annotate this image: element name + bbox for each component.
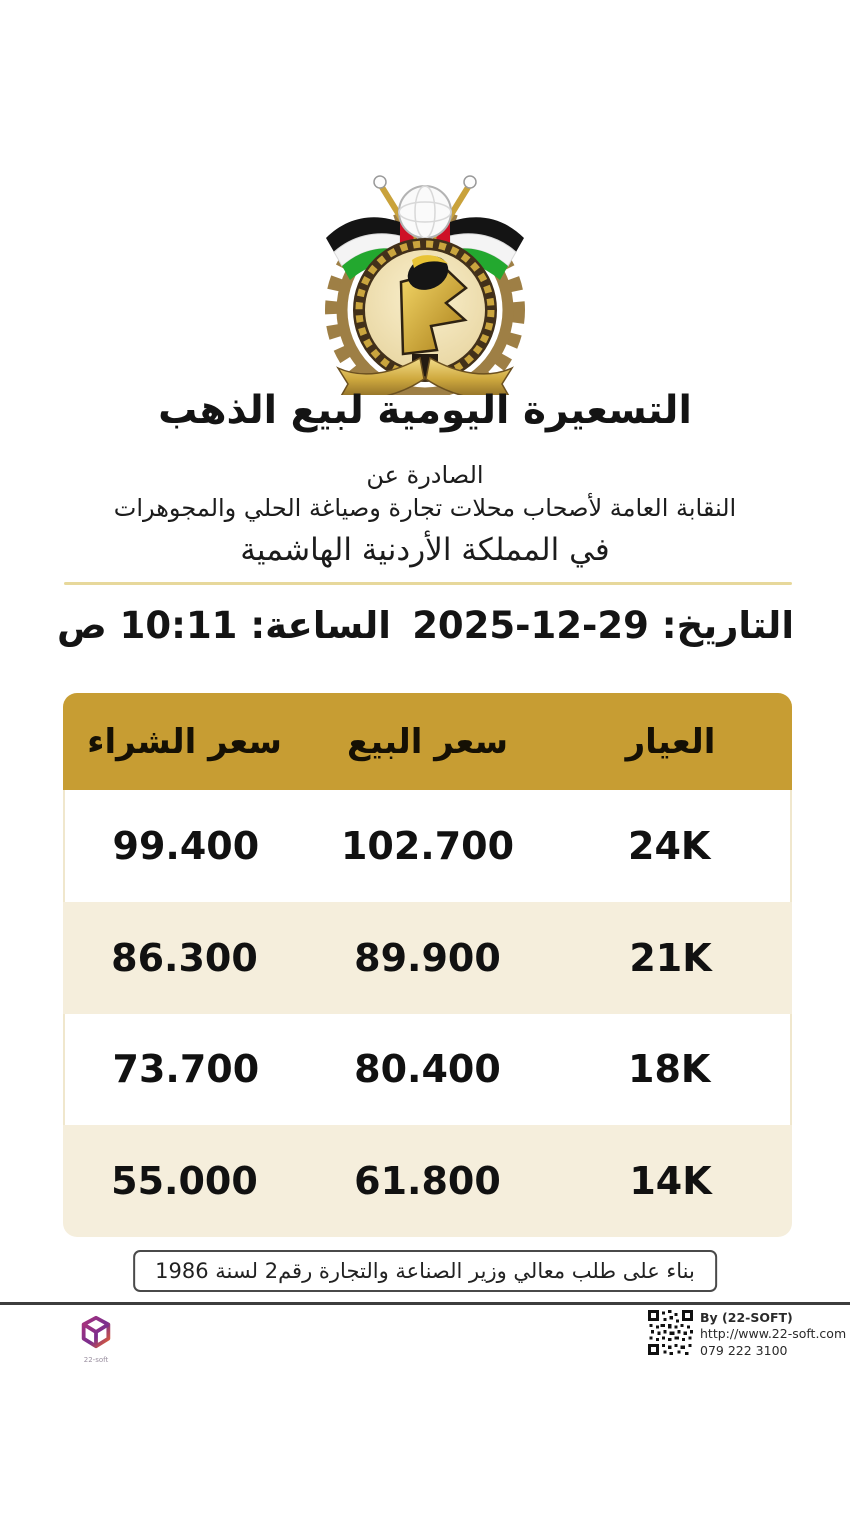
credit-url: http://www.22-soft.com (700, 1326, 847, 1342)
karat-value: 21K (629, 935, 712, 980)
page-title: التسعيرة اليومية لبيع الذهب (158, 388, 692, 433)
karat-value: 14K (629, 1159, 712, 1204)
pearl-globe-icon (399, 186, 451, 238)
country-line: في المملكة الأردنية الهاشمية (240, 532, 610, 568)
table-header-row (63, 693, 792, 790)
buy-price-value: 86.300 (111, 935, 258, 980)
column-header-karat: العيار (625, 721, 716, 762)
sell-price-value: 61.800 (354, 1159, 501, 1204)
sell-price-value: 89.900 (354, 935, 501, 980)
buy-price-value: 99.400 (112, 823, 260, 868)
gold-price-table (63, 693, 792, 1237)
time-value: الساعة: 10:11 ص (57, 604, 391, 647)
buy-price-value: 55.000 (111, 1159, 258, 1204)
column-header-buy-price: سعر الشراء (87, 721, 282, 762)
organization-line: النقابة العامة لأصحاب محلات تجارة وصياغة الحلي والمجوهرات (113, 494, 737, 522)
karat-value: 24K (628, 823, 711, 868)
date-value: التاريخ: 29-12-2025 (412, 604, 794, 647)
credit-text (700, 1310, 846, 1359)
soft-brand-block (66, 1313, 126, 1364)
table-row (63, 902, 792, 1014)
credit-phone: 079 222 3100 (700, 1342, 788, 1358)
credit-by: By (22-SOFT) (700, 1310, 793, 1325)
qr-code-icon (648, 1310, 693, 1355)
sell-price-value: 80.400 (354, 1047, 501, 1092)
ministerial-note-box: بناء على طلب معالي وزير الصناعة والتجارة رقم2 لسنة 1986 (133, 1250, 717, 1292)
sell-price-value: 102.700 (340, 823, 515, 868)
cube-logo-icon (77, 1313, 115, 1351)
column-header-sell-price: سعر البيع (346, 721, 509, 762)
brand-label: 22-soft (83, 1356, 109, 1364)
footer-separator-line (0, 1302, 850, 1305)
syndicate-emblem-logo (300, 160, 550, 395)
table-row (63, 790, 792, 902)
credit-block (648, 1310, 846, 1359)
table-row (63, 1125, 792, 1237)
buy-price-value: 73.700 (112, 1047, 260, 1092)
emblem-graphic (300, 160, 550, 395)
karat-value: 18K (628, 1047, 711, 1092)
datetime-row (57, 604, 794, 647)
table-row (63, 1014, 792, 1126)
gold-divider (64, 582, 792, 585)
issued-by-line: الصادرة عن (366, 461, 484, 489)
